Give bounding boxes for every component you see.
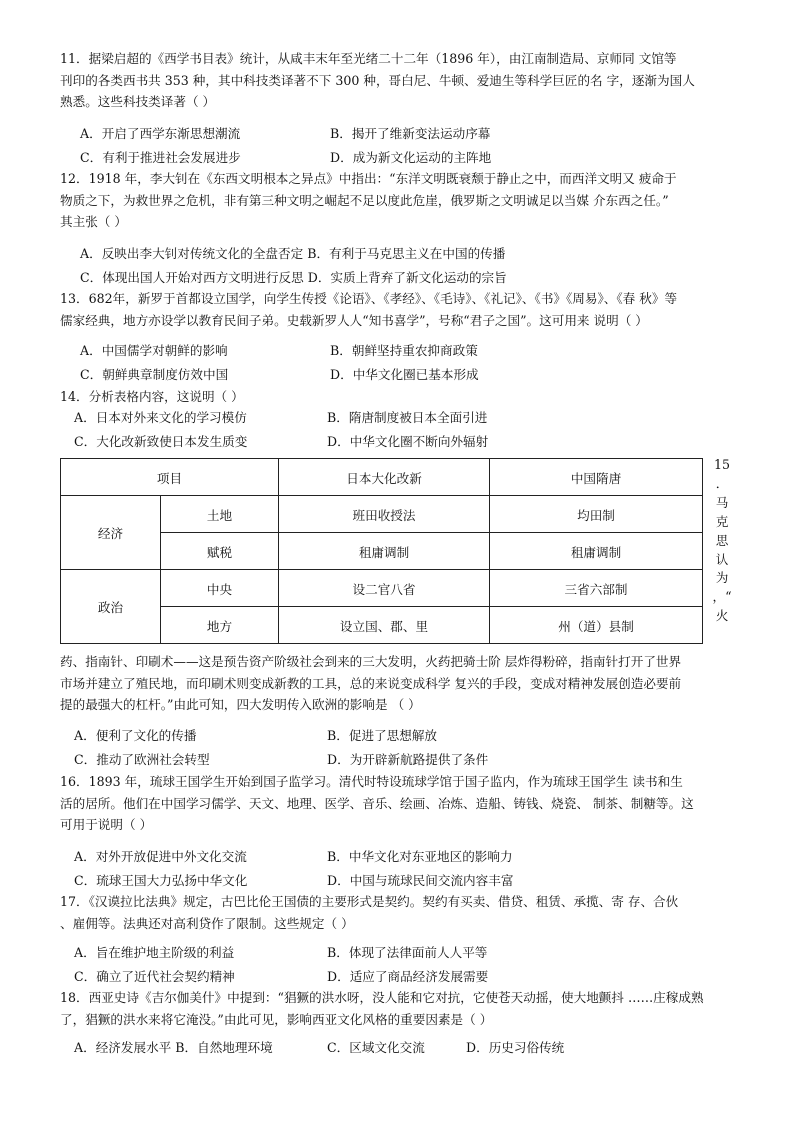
- question-15-vertical-text: 15 ． 马 克 思 认 为 ，“ 火: [712, 457, 732, 624]
- question-15-option-c[interactable]: C．推动了欧洲社会转型: [74, 752, 210, 767]
- table-group-label: 政治: [61, 570, 161, 644]
- question-13-option-b[interactable]: B．朝鲜坚持重农抑商政策: [330, 343, 478, 358]
- question-15-option-d[interactable]: D．为开辟新航路提供了条件: [327, 752, 489, 767]
- question-18-stem: 18．西亚史诗《吉尔伽美什》中提到：“猖獗的洪水呀，没人能和它对抗，它使苍天动摇，使大地颤抖 ……庄稼成熟 了，猖獗的洪水来将它淹没。”由此可见，影响西亚文化风格的重要因素是（ ）: [60, 990, 704, 1027]
- table-row: [61, 570, 703, 607]
- question-15-option-a[interactable]: A．便利了文化的传播: [74, 728, 197, 743]
- question-12-option-ab[interactable]: A．反映出李大钊对传统文化的全盘否定 B．有利于马克思主义在中国的传播: [80, 246, 506, 261]
- table-cell: 设二官八省: [279, 570, 490, 607]
- question-12-stem: 12．1918 年，李大钊在《东西文明根本之异点》中指出：“东洋文明既衰颓于静止之中，而西洋文明又 疲命于 物质之下，为救世界之危机，非有第三种文明之崛起不足以度此危崖，俄罗斯之文明诚足以当媒 介东西之任。” 其主张（ ）: [60, 171, 677, 229]
- question-17-stem: 17．《汉谟拉比法典》规定，古巴比伦王国债的主要形式是契约。契约有买卖、借贷、租赁、承揽、寄 存、合伙 、雇佣等。法典还对高利贷作了限制。这些规定（ ）: [60, 894, 679, 931]
- table-cell: 州（道）县制: [490, 607, 703, 644]
- question-16-option-b[interactable]: B．中华文化对东亚地区的影响力: [327, 849, 513, 864]
- question-14-stem: 14．分析表格内容，这说明（ ）: [60, 389, 244, 404]
- question-11-option-b[interactable]: B．揭开了维新变法运动序幕: [330, 126, 491, 141]
- table-cell: 赋税: [161, 533, 279, 570]
- question-17-option-b[interactable]: B．体现了法律面前人人平等: [327, 945, 488, 960]
- table-cell: 设立国、郡、里: [279, 607, 490, 644]
- question-13-option-d[interactable]: D．中华文化圈已基本形成: [330, 367, 479, 382]
- table-row: [61, 496, 703, 533]
- table-cell: 三省六部制: [490, 570, 703, 607]
- question-15-option-b[interactable]: B．促进了思想解放: [327, 728, 438, 743]
- question-13-option-c[interactable]: C．朝鲜典章制度仿效中国: [80, 367, 229, 382]
- question-14-option-a[interactable]: A．日本对外来文化的学习模仿: [74, 410, 247, 425]
- question-17-option-a[interactable]: A．旨在维护地主阶级的利益: [74, 945, 235, 960]
- table-cell: 土地: [161, 496, 279, 533]
- table-cell: 中央: [161, 570, 279, 607]
- question-14-option-c[interactable]: C．大化改新致使日本发生质变: [74, 434, 248, 449]
- question-18-option-d[interactable]: D．历史习俗传统: [466, 1040, 565, 1055]
- table-header-cell: 项目: [61, 459, 279, 496]
- question-18-option-c[interactable]: C．区域文化交流: [327, 1040, 425, 1055]
- question-11-stem: 11．据梁启超的《西学书目表》统计，从咸丰末年至光绪二十二年（1896 年），由江南制造局、京师同 文馆等 刊印的各类西书共 353 种，其中科技类译著不下 300 种，哥白尼、牛顿、爱迪生等科学巨匠的名 字，逐渐为国人 熟悉。这些科技类译著（ ）: [60, 51, 695, 109]
- table-header-cell: 中国隋唐: [490, 459, 703, 496]
- question-16-option-d[interactable]: D．中国与琉球民间交流内容丰富: [327, 873, 514, 888]
- question-15-stem: 药、指南针、印刷术——这是预告资产阶级社会到来的三大发明，火药把骑士阶 层炸得粉碎，指南针打开了世界 市场并建立了殖民地，而印刷术则变成新教的工具，总的来说变成科学 复兴的手段，变成对精神发展创造必要前 提的最强大的杠杆。”由此可知，四大发明传入欧洲的影响是 （ ）: [60, 654, 682, 712]
- question-11-option-a[interactable]: A．开启了西学东渐思想潮流: [80, 126, 241, 141]
- comparison-table: [60, 458, 703, 644]
- question-17-option-c[interactable]: C．确立了近代社会契约精神: [74, 969, 235, 984]
- question-14-option-d[interactable]: D．中华文化圈不断向外辐射: [327, 434, 489, 449]
- question-12-option-cd[interactable]: C．体现出国人开始对西方文明进行反思 D．实质上背弃了新文化运动的宗旨: [80, 270, 507, 285]
- question-13-stem: 13．682年，新罗于首都设立国学，向学生传授《论语》、《孝经》、《毛诗》、《礼记》、《书》《周易》、《春 秋》等 儒家经典，地方亦设学以教育民间子弟。史载新罗人人“知书喜学”，号称“君子之国”。这可用来 说明（ ）: [60, 291, 678, 328]
- question-13-option-a[interactable]: A．中国儒学对朝鲜的影响: [80, 343, 228, 358]
- table-cell: 地方: [161, 607, 279, 644]
- table-cell: 租庸调制: [279, 533, 490, 570]
- table-cell: 租庸调制: [490, 533, 703, 570]
- table-header-cell: 日本大化改新: [279, 459, 490, 496]
- question-11-option-d[interactable]: D．成为新文化运动的主阵地: [330, 150, 492, 165]
- question-16-stem: 16．1893 年，琉球王国学生开始到国子监学习。清代时特设琉球学馆于国子监内，作为琉球王国学生 读书和生 活的居所。他们在中国学习儒学、天文、地理、医学、音乐、绘画、冶炼、造船、铸钱、烧瓷、 制茶、制糖等。这 可用于说明（ ）: [60, 774, 694, 832]
- question-14-option-b[interactable]: B．隋唐制度被日本全面引进: [327, 410, 488, 425]
- table-cell: 均田制: [490, 496, 703, 533]
- question-16-option-c[interactable]: C．琉球王国大力弘扬中华文化: [74, 873, 248, 888]
- question-11-option-c[interactable]: C．有利于推进社会发展进步: [80, 150, 241, 165]
- question-18-option-ab[interactable]: A．经济发展水平 B．自然地理环境: [74, 1040, 273, 1055]
- question-16-option-a[interactable]: A．对外开放促进中外文化交流: [74, 849, 247, 864]
- table-group-label: 经济: [61, 496, 161, 570]
- question-17-option-d[interactable]: D．适应了商品经济发展需要: [327, 969, 489, 984]
- table-header-row: [61, 459, 703, 496]
- table-cell: 班田收授法: [279, 496, 490, 533]
